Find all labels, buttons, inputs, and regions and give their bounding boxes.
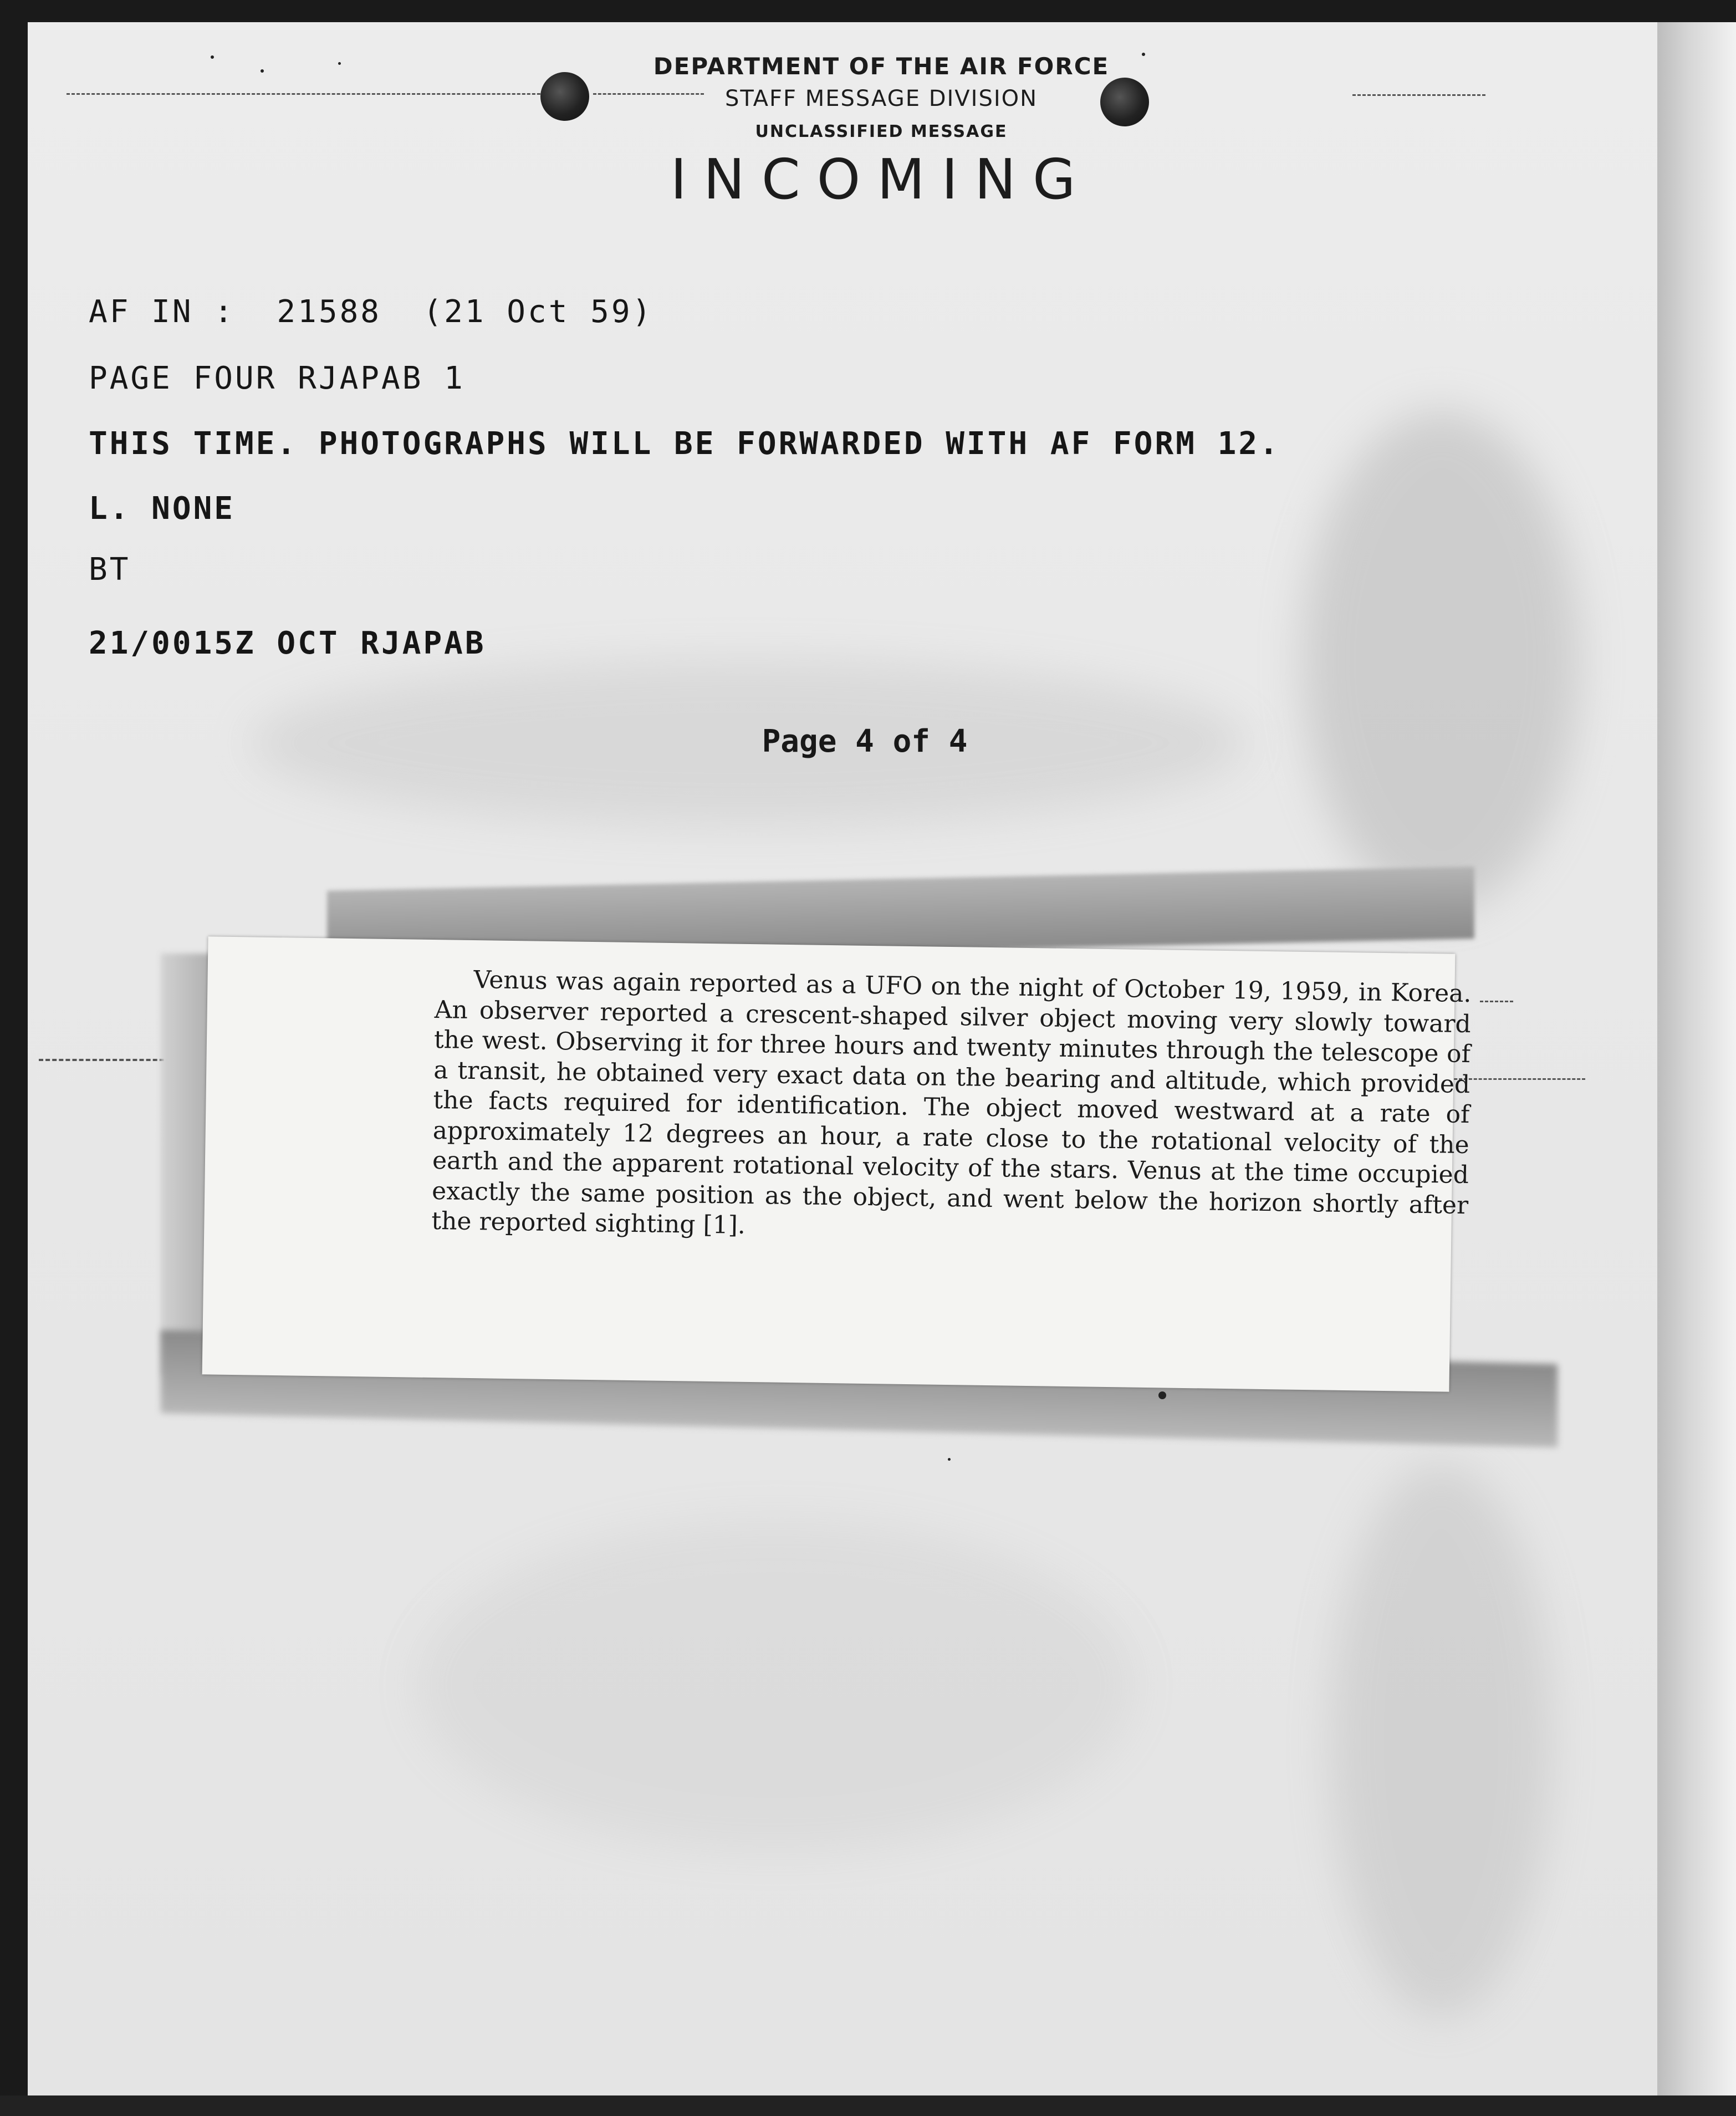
toner-haze — [416, 1519, 1136, 1852]
department-heading: DEPARTMENT OF THE AIR FORCE — [653, 53, 1110, 80]
toner-speck — [1158, 1391, 1166, 1399]
scan-bottom-edge — [0, 2095, 1736, 2116]
toner-speck — [261, 69, 264, 73]
scanned-page — [28, 22, 1657, 2095]
scan-right-edge — [1657, 22, 1736, 2116]
message-page-line: PAGE FOUR RJAPAB 1 — [89, 360, 465, 396]
division-heading: STAFF MESSAGE DIVISION — [724, 86, 1038, 111]
toner-haze — [1330, 1464, 1552, 2018]
direction-heading: INCOMING — [670, 147, 1092, 212]
margin-mark-left — [39, 1059, 177, 1061]
message-body-line: L. NONE — [89, 491, 236, 527]
classification-heading: UNCLASSIFIED MESSAGE — [755, 122, 1008, 141]
toner-speck — [948, 1458, 951, 1461]
pasted-clipping — [202, 936, 1472, 1391]
message-reference-line: AF IN : 21588 (21 Oct 59) — [89, 294, 653, 330]
message-body-line: THIS TIME. PHOTOGRAPHS WILL BE FORWARDED WITH AF FORM 12. — [89, 426, 1280, 462]
message-break-line: BT — [89, 552, 131, 588]
toner-speck — [1142, 53, 1145, 56]
toner-speck — [211, 55, 214, 59]
toner-speck — [338, 62, 341, 65]
clipping-paragraph: Venus was again reported as a UFO on the night of October 19, 1959, in Korea. An observer reported a crescent-shaped silver object moving very slowly toward the west. Observing it for three hours and twenty minutes through the telescope of a transit, he obtained very exact data on the bearing and altitude, which provided the facts required for identification. The object moved westward at a rate of approximately 12 degrees an hour, a rate close to the rotational velocity of the earth and the apparent rotational velocity of the stars. Venus at the time occupied exactly the same position as the object, and went below the horizon shortly after the reported sighting [1]. — [431, 966, 1472, 1240]
toner-haze — [1303, 410, 1580, 909]
margin-mark-right-upper — [1480, 1001, 1513, 1002]
message-dtg-line: 21/0015Z OCT RJAPAB — [89, 625, 486, 661]
page-indicator: Page 4 of 4 — [762, 723, 968, 759]
